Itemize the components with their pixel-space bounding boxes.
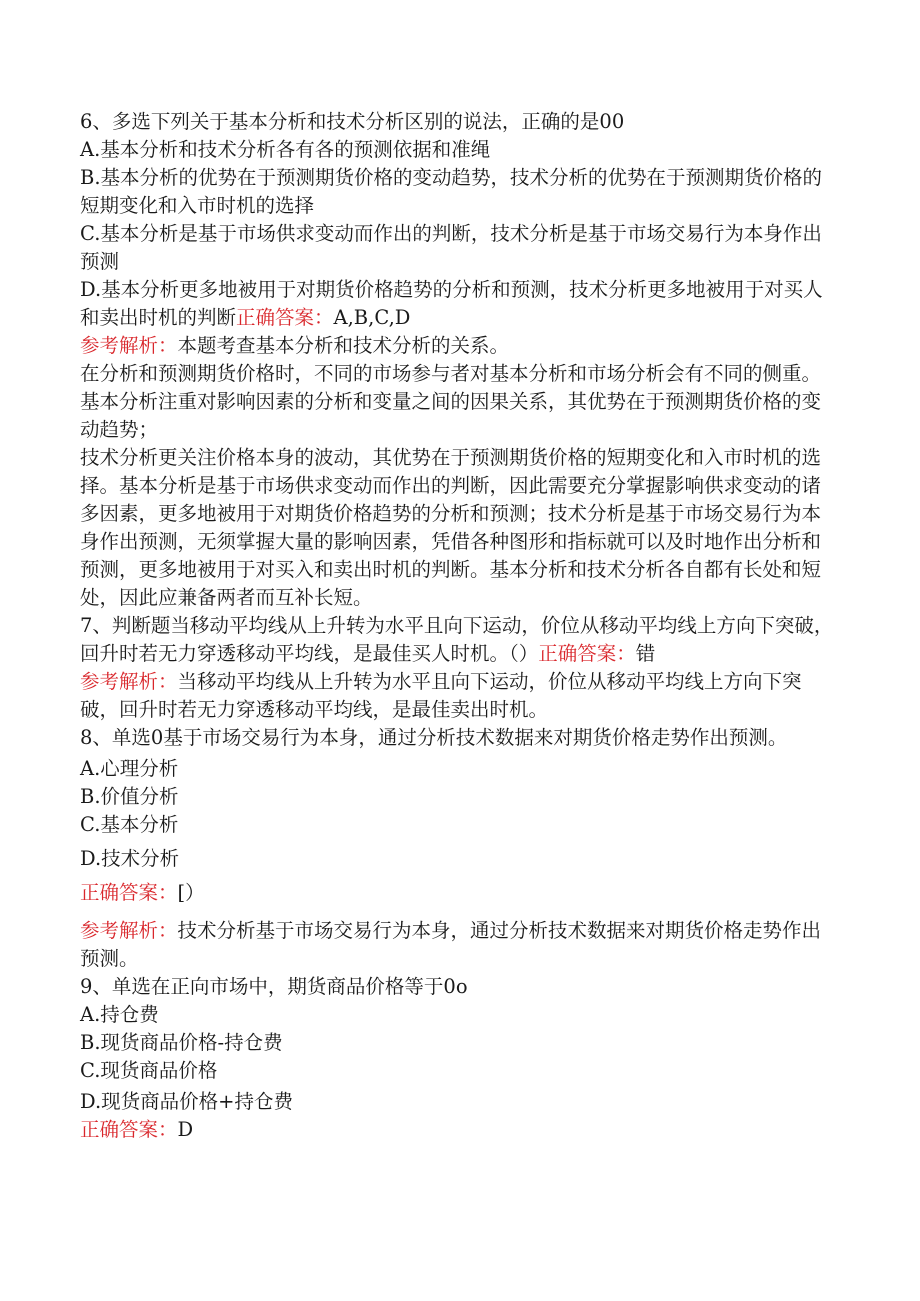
q7-answer-value: 错	[635, 642, 656, 665]
q9-answer-label: 正确答案：	[80, 1118, 178, 1141]
q8-stem: 8、单选0基于市场交易行为本身，通过分析技术数据来对期货价格走势作出预测。	[80, 726, 788, 749]
q7-answer-label: 正确答案：	[538, 642, 636, 665]
q8-analysis-text: 技术分析基于市场交易行为本身，通过分析技术数据来对期货价格走势作出预测。	[80, 919, 822, 970]
q8-answer-value: [）	[177, 881, 205, 904]
q8-answer	[80, 879, 840, 907]
q8-analysis	[80, 917, 840, 973]
q6-analysis-label: 参考解析：	[80, 334, 178, 357]
q9-answer-value: D	[177, 1118, 194, 1141]
q7-stem-with-answer	[80, 612, 840, 668]
q8-option-c: C.基本分析	[80, 813, 179, 836]
q6-analysis	[80, 332, 840, 360]
q8-option-d: D.技术分析	[80, 847, 180, 870]
q7-analysis	[80, 668, 840, 724]
q9-option-a: A.持仓费	[80, 1003, 159, 1026]
q6-stem: 6、多选下列关于基本分析和技术分析区别的说法，正确的是00	[80, 110, 625, 133]
q6-answer-value: A,B,C,D	[333, 306, 411, 329]
q9-option-c: C.现货商品价格	[80, 1059, 218, 1082]
q6-analysis-text: 本题考查基本分析和技术分析的关系。	[177, 334, 510, 357]
q6-option-a: A.基本分析和技术分析各有各的预测依据和准绳	[80, 138, 491, 161]
q6-option-b: B.基本分析的优势在于预测期货价格的变动趋势，技术分析的优势在于预测期货价格的短期变化和入市时机的选择	[80, 166, 823, 217]
q9-answer	[80, 1116, 840, 1144]
q9-option-b: B.现货商品价格-持仓费	[80, 1031, 283, 1054]
q8-option-a: A.心理分析	[80, 757, 179, 780]
q9-stem: 9、单选在正向市场中，期货商品价格等于0o	[80, 975, 468, 998]
q7-analysis-text: 当移动平均线从上升转为水平且向下运动，价位从移动平均线上方向下突破，回升时若无力穿透移动平均线，是最佳卖出时机。	[80, 670, 802, 721]
q8-answer-label: 正确答案：	[80, 881, 178, 904]
q7-analysis-label: 参考解析：	[80, 670, 178, 693]
q6-option-c: C.基本分析是基于市场供求变动而作出的判断，技术分析是基于市场交易行为本身作出预测	[80, 222, 822, 273]
q6-option-d: D.基本分析更多地被用于对期货价格趋势的分析和预测，技术分析更多地被用于对买人和卖出时机的判断	[80, 278, 823, 329]
q6-answer-label: 正确答案：	[236, 306, 334, 329]
q6-analysis-para2: 技术分析更关注价格本身的波动，其优势在于预测期货价格的短期变化和入市时机的选择。基本分析是基于市场供求变动而作出的判断，因此需要充分掌握影响供求变动的诸多因素，更多地被用于对期货价格趋势的分析和预测；技术分析是基于市场交易行为本身作出预测，无须掌握大量的影响因素，凭借各种图形和指标就可以及时地作出分析和预测，更多地被用于对买入和卖出时机的判断。基本分析和技术分析各自都有长处和短处，因此应兼备两者而互补长短。	[80, 446, 822, 609]
q7-stem: 7、判断题当移动平均线从上升转为水平且向下运动，价位从移动平均线上方向下突破，回升时若无力穿透移动平均线，是最佳买人时机。（）	[80, 614, 834, 665]
q8-analysis-label: 参考解析：	[80, 919, 178, 942]
q6-analysis-para1: 在分析和预测期货价格时，不同的市场参与者对基本分析和市场分析会有不同的侧重。基本分析注重对影响因素的分析和变量之间的因果关系，其优势在于预测期货价格的变动趋势；	[80, 362, 822, 441]
q6-option-d-with-answer	[80, 276, 840, 332]
document-page	[80, 108, 840, 1144]
q9-option-d: D.现货商品价格+持仓费	[80, 1090, 293, 1113]
q8-option-b: B.价值分析	[80, 785, 179, 808]
